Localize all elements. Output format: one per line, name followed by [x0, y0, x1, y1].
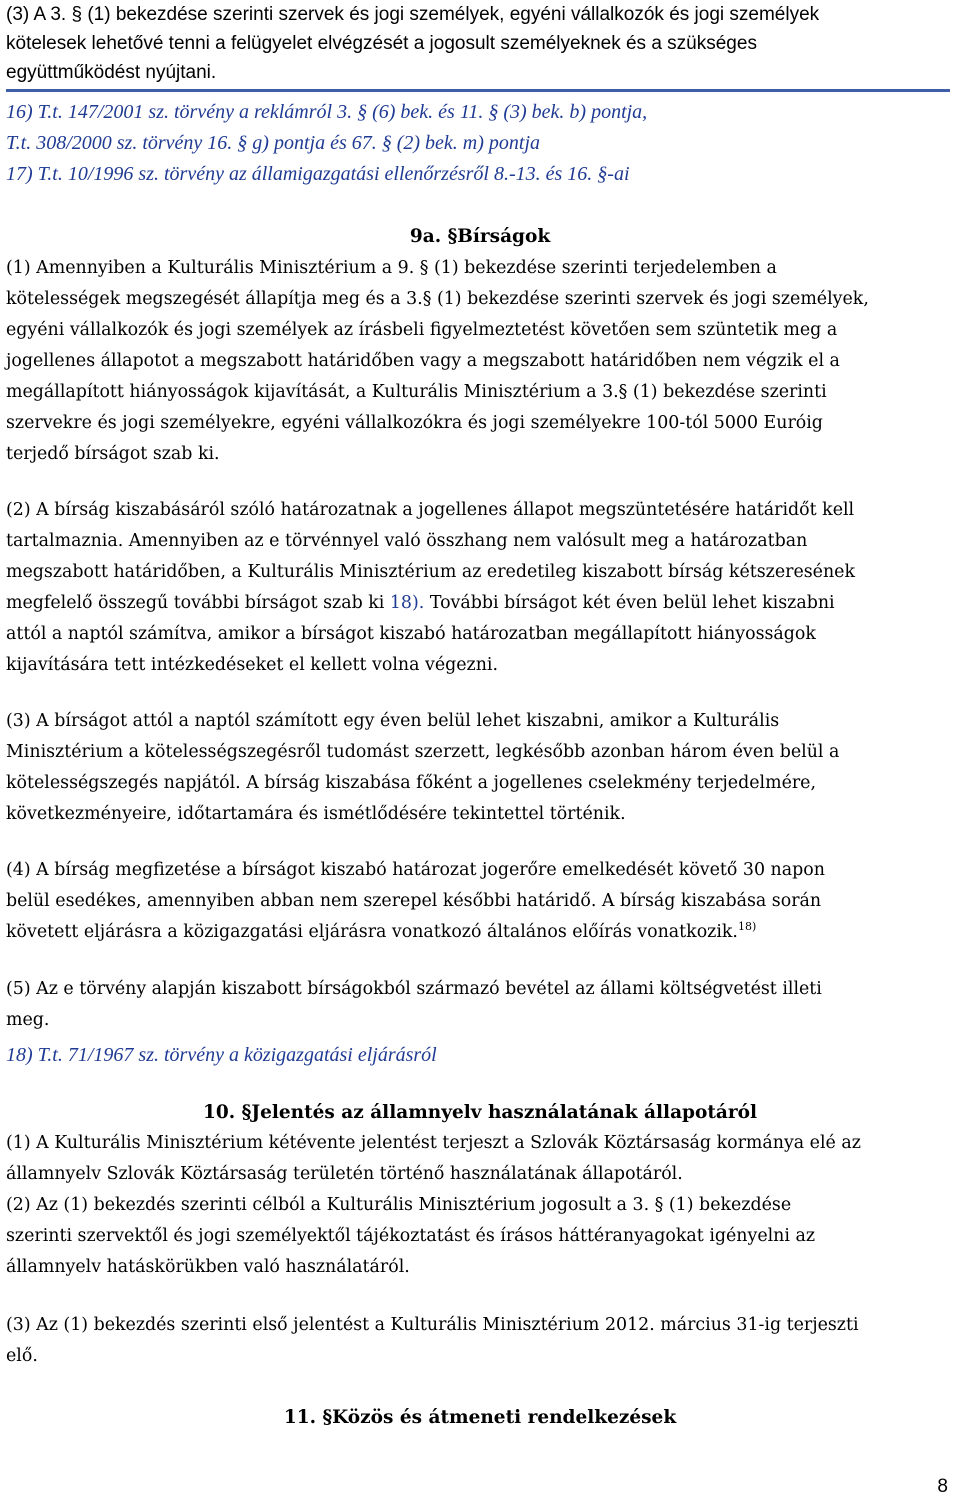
section-10-heading: 10. §Jelentés az államnyelv használatának állapotáról: [203, 1102, 757, 1123]
s9a-p2-line-2: tartalmaznia. Amennyiben az e törvénnyel való összhang nem valósult meg a határozatban: [6, 531, 808, 551]
s9a-p3-line-3: kötelességszegés napjától. A bírság kiszabása főként a jogellenes cselekmény terjedelmére,: [6, 773, 816, 793]
intro-line-1: (3) A 3. § (1) bekezdése szerinti szervek és jogi személyek, egyéni vállalkozók és jogi személyek: [6, 4, 820, 25]
s9a-p1-line-4: jogellenes állapotot a megszabott határidőben vagy a megszabott határidőben nem végzik el a: [6, 351, 840, 371]
s10-p2-line-2: szerinti szervektől és jogi személyektől tájékoztatást és írásos háttéranyagokat igényelni az: [6, 1226, 816, 1246]
s9a-p2-line-1: (2) A bírság kiszabásáról szóló határozatnak a jogellenes állapot megszüntetésére határidőt kell: [6, 500, 855, 520]
intro-line-2: kötelesek lehetővé tenni a felügyelet elvégzését a jogosult személyeknek és a szükséges: [6, 33, 757, 54]
s9a-p1-line-1: (1) Amennyiben a Kulturális Minisztérium a 9. § (1) bekezdése szerinti terjedelemben a: [6, 258, 777, 278]
footnote-superscript-18: 18): [737, 920, 757, 934]
s9a-p2-line-5: attól a naptól számítva, amikor a bírságot kiszabó határozatban megállapított hiányosságok: [6, 624, 816, 644]
intro-line-3: együttműködést nyújtani.: [6, 62, 217, 83]
footnote-separator-rule: [6, 89, 950, 92]
section-9a-heading: 9a. §Bírságok: [409, 226, 551, 247]
s9a-p4-line-1: (4) A bírság megfizetése a bírságot kiszabó határozat jogerőre emelkedését követő 30 napon: [6, 860, 825, 880]
s9a-p2-line-4: [6, 588, 835, 619]
s9a-p4-line-3: [6, 917, 756, 948]
s10-p2-line-3: államnyelv hatáskörükben való használatáról.: [6, 1257, 410, 1277]
footnote-17: 17) T.t. 10/1996 sz. törvény az államigazgatási ellenőrzésről 8.-13. és 16. §-ai: [6, 163, 630, 185]
s10-p1-line-1: (1) A Kulturális Minisztérium kétévente jelentést terjeszt a Szlovák Köztársaság kormánya elé az: [6, 1133, 861, 1153]
s9a-p1-line-5: megállapított hiányosságok kijavítását, a Kulturális Minisztérium a 3.§ (1) bekezdése szerinti: [6, 382, 827, 402]
s9a-p3-line-2: Minisztérium a kötelességszegésről tudomást szerzett, legkésőbb azonban három éven belül a: [6, 742, 840, 762]
s9a-p2-line-3: megszabott határidőben, a Kulturális Minisztérium az eredetileg kiszabott bírság kétszeresének: [6, 562, 855, 582]
s9a-p4-line-2: belül esedékes, amennyiben abban nem szerepel későbbi határidő. A bírság kiszabása során: [6, 891, 822, 911]
s9a-p1-line-3: egyéni vállalkozók és jogi személyek az írásbeli figyelmeztetést követően sem szüntetik meg a: [6, 320, 838, 340]
section-11-heading: 11. §Közös és átmeneti rendelkezések: [283, 1407, 677, 1428]
footnote-18: 18) T.t. 71/1967 sz. törvény a közigazgatási eljárásról: [6, 1044, 437, 1066]
s9a-p1-line-2: kötelességek megszegését állapítja meg és a 3.§ (1) bekezdése szerinti szervek és jogi személyek,: [6, 289, 869, 309]
s10-p3-line-2: elő.: [6, 1346, 38, 1366]
s9a-p2-line-4-text-a: megfelelő összegű további bírságot szab ki: [6, 593, 390, 613]
s9a-p2-line-6: kijavítására tett intézkedéseket el kellett volna végezni.: [6, 655, 498, 675]
s9a-p3-line-4: következményeire, időtartamára és ismétlődésére tekintettel történik.: [6, 804, 626, 824]
s9a-p5-line-1: (5) Az e törvény alapján kiszabott bírságokból származó bevétel az állami költségvetést illeti: [6, 979, 822, 999]
s9a-p4-line-3-text: követett eljárásra a közigazgatási eljárásra vonatkozó általános előírás vonatkozik.: [6, 922, 738, 942]
s10-p2-line-1: (2) Az (1) bekezdés szerinti célból a Kulturális Minisztérium jogosult a 3. § (1) bekezdése: [6, 1195, 792, 1215]
s10-p3-line-1: (3) Az (1) bekezdés szerinti első jelentést a Kulturális Minisztérium 2012. március 31-ig terjeszti: [6, 1315, 859, 1335]
s9a-p2-line-4-text-b: További bírságot két éven belül lehet kiszabni: [424, 593, 835, 613]
s9a-p1-line-7: terjedő bírságot szab ki.: [6, 444, 220, 464]
page-number: 8: [937, 1476, 948, 1497]
s9a-p5-line-2: meg.: [6, 1010, 50, 1030]
s9a-p1-line-6: szervekre és jogi személyekre, egyéni vállalkozókra és jogi személyekre 100-tól 5000 Euróig: [6, 413, 823, 433]
s9a-p3-line-1: (3) A bírságot attól a naptól számított egy éven belül lehet kiszabni, amikor a Kulturális: [6, 711, 780, 731]
footnote-16-line-2: T.t. 308/2000 sz. törvény 16. § g) pontja és 67. § (2) bek. m) pontja: [6, 132, 541, 154]
s10-p1-line-2: államnyelv Szlovák Köztársaság területén történő használatának állapotáról.: [6, 1164, 683, 1184]
footnote-ref-18-link[interactable]: 18).: [389, 593, 425, 613]
footnote-16-line-1: 16) T.t. 147/2001 sz. törvény a reklámról 3. § (6) bek. és 11. § (3) bek. b) pontja,: [6, 101, 648, 123]
